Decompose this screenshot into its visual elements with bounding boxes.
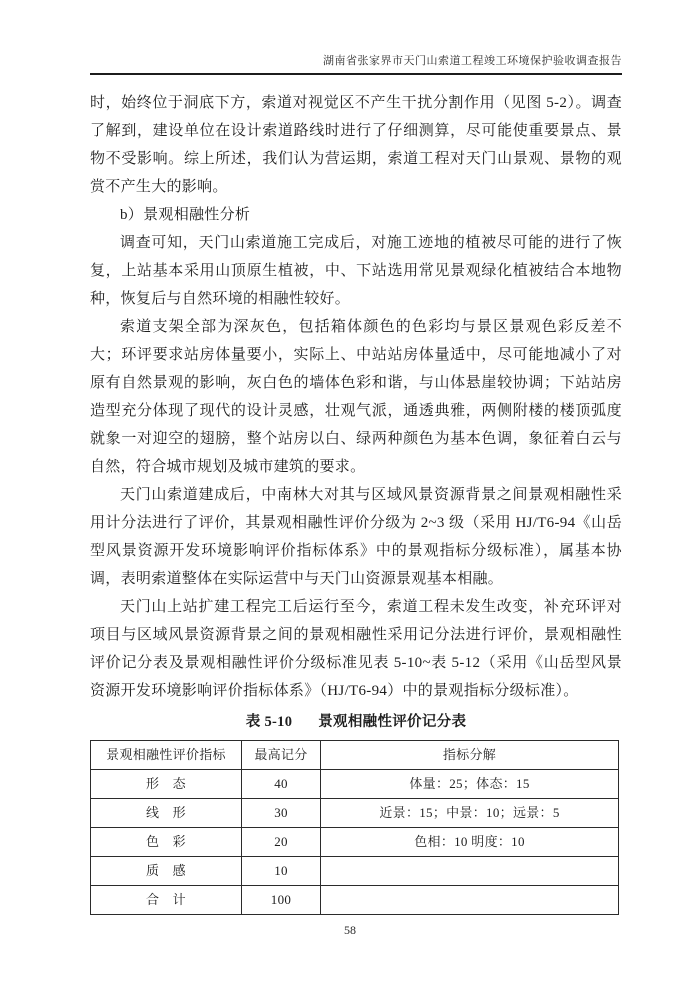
cell-max-score: 40 [242, 770, 321, 799]
landscape-score-table [90, 740, 619, 915]
paragraph-continued: 时，始终位于洞底下方，索道对视觉区不产生干扰分割作用（见图 5-2）。调查了解到，建设单位在设计索道路线时进行了仔细测算，尽可能使重要景点、景物不受影响。综上所述，我们认为营运期，索道工程对天门山景观、景物的观赏不产生大的影响。 [90, 95, 622, 195]
cell-max-score: 100 [242, 886, 321, 915]
table-caption-number: 表 5-10 [245, 714, 293, 730]
table-row [91, 857, 619, 886]
cell-indicator: 色 彩 [91, 828, 242, 857]
paragraph-color-harmony: 索道支架全部为深灰色，包括箱体颜色的色彩均与景区景观色彩反差不大；环评要求站房体量要小，实际上、中站站房体量适中，尽可能地减小了对原有自然景观的影响，灰白色的墙体色彩和谐，与山体悬崖较协调；下站站房造型充分体现了现代的设计灵感，壮观气派，通透典雅，两侧附楼的楼顶弧度就象一对迎空的翅膀，整个站房以白、绿两种颜色为基本色调，象征着白云与自然，符合城市规划及城市建筑的要求。 [90, 319, 622, 475]
column-header-max-score: 最高记分 [242, 741, 321, 770]
cell-indicator: 形 态 [91, 770, 242, 799]
cell-breakdown: 体量：25；体态：15 [321, 770, 619, 799]
table-row [91, 770, 619, 799]
running-header-title: 湖南省张家界市天门山索道工程竣工环境保护验收调查报告 [323, 55, 622, 67]
cell-max-score: 30 [242, 799, 321, 828]
table-row [91, 828, 619, 857]
paragraph-vegetation-restoration: 调查可知，天门山索道施工完成后，对施工迹地的植被尽可能的进行了恢复，上站基本采用山顶原生植被，中、下站选用常见景观绿化植被结合本地物种，恢复后与自然环境的相融性较好。 [90, 235, 622, 307]
table-caption-title: 景观相融性评价记分表 [318, 714, 467, 730]
page-number: 58 [344, 923, 356, 937]
table-header-row [91, 741, 619, 770]
table-row [91, 799, 619, 828]
cell-breakdown [321, 886, 619, 915]
cell-indicator: 合 计 [91, 886, 242, 915]
cell-max-score: 20 [242, 828, 321, 857]
paragraph-scoring-evaluation: 天门山索道建成后，中南林大对其与区域风景资源背景之间景观相融性采用计分法进行了评价，其景观相融性评价分级为 2~3 级（采用 HJ/T6-94《山岳型风景资源开发环境影响评价指标体系》中的景观指标分级标准），属基本协调，表明索道整体在实际运营中与天门山资源景观基本相融。 [90, 487, 622, 587]
document-body [90, 89, 622, 915]
heading-landscape-compatibility: b）景观相融性分析 [120, 207, 251, 223]
cell-breakdown: 近景：15；中景：10；远景：5 [321, 799, 619, 828]
table-row [91, 886, 619, 915]
cell-breakdown: 色相：10 明度：10 [321, 828, 619, 857]
cell-indicator: 线 形 [91, 799, 242, 828]
table-caption [90, 711, 622, 733]
page-footer [0, 923, 700, 938]
cell-breakdown [321, 857, 619, 886]
cell-indicator: 质 感 [91, 857, 242, 886]
column-header-indicator: 景观相融性评价指标 [91, 741, 242, 770]
paragraph-supplementary-eia: 天门山上站扩建工程完工后运行至今，索道工程未发生改变，补充环评对项目与区域风景资源背景之间的景观相融性采用记分法进行评价，景观相融性评价记分表及景观相融性评价分级标准见表 5-10~表 5-12（采用《山岳型风景资源开发环境影响评价指标体系》（HJ/T6-94）中的景观指标分级标准）。 [90, 599, 622, 699]
column-header-breakdown: 指标分解 [321, 741, 619, 770]
cell-max-score: 10 [242, 857, 321, 886]
running-header [90, 0, 622, 75]
